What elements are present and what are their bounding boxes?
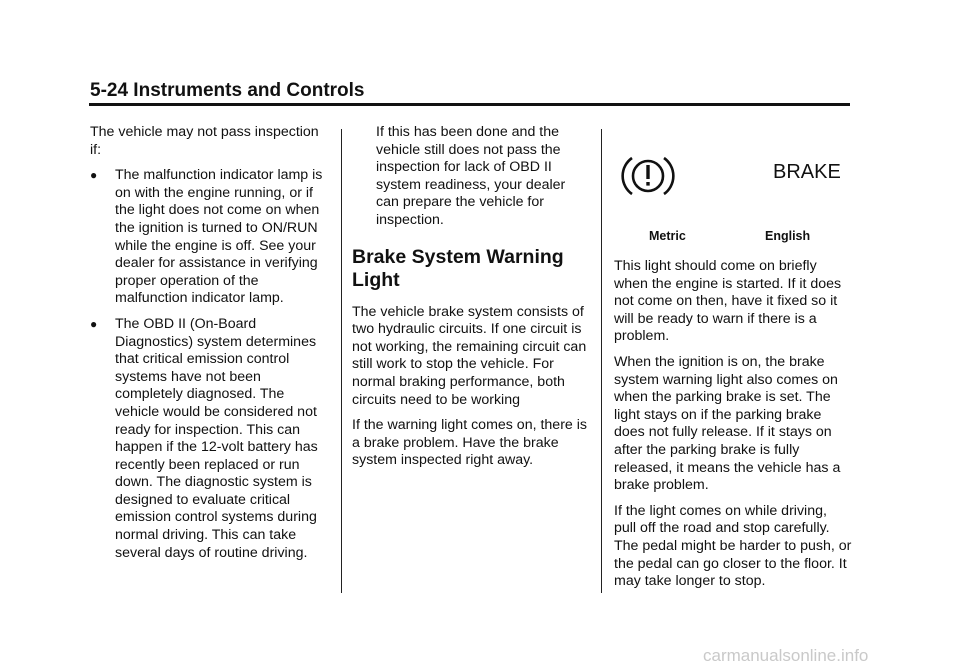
- caption-metric: Metric: [649, 229, 686, 243]
- column-divider-2: [601, 129, 602, 593]
- header-rule: [89, 103, 850, 106]
- bullet-icon: ●: [90, 316, 98, 331]
- brake-word-icon: BRAKE: [773, 161, 841, 183]
- body-paragraph: If the light comes on while driving, pull off the road and stop carefully. The pedal might be harder to push, or the pedal can go closer to the floor. It may take longer to stop.: [614, 502, 852, 590]
- warning-light-icons: [614, 124, 852, 243]
- inspection-bullet-list: [90, 167, 332, 562]
- body-paragraph: If the warning light comes on, there is a brake problem. Have the brake system inspected right away.: [352, 417, 588, 469]
- column-right: [614, 124, 852, 599]
- body-paragraph: When the ignition is on, the brake system warning light also comes on when the parking brake is set. The light stays on if the parking brake does not fully release. If it stays on after the parking brake is fully released, it means the vehicle has a brake problem.: [614, 353, 841, 494]
- bullet-text: The OBD II (On-Board Diagnostics) system determines that critical emission control systems have not been completely diagnosed. The vehicle would be considered not ready for inspection. This can happen if the 12-volt battery has recently been replaced or run down. The diagnostic system is designed to evaluate critical emission control systems during normal driving. This can take several days of routine driving.: [115, 315, 318, 561]
- body-paragraph: This light should come on briefly when the engine is started. If it does not come on then, have it fixed so it will be ready to warn if there is a problem.: [614, 258, 842, 345]
- column-right-body: [614, 258, 852, 591]
- bullet-item: [90, 167, 332, 308]
- brake-warning-symbol-icon: [620, 152, 676, 200]
- bullet-icon: ●: [90, 168, 98, 183]
- column-left: [90, 124, 332, 570]
- watermark: carmanualsonline.info: [703, 646, 869, 665]
- caption-english: English: [765, 229, 811, 243]
- bullet-text: The malfunction indicator lamp is on with the engine running, or if the light does not come on when the ignition is turned to ON/RUN while the engine is off. See your dealer for assistance in verifying proper operation of the malfunction indicator lamp.: [115, 167, 323, 307]
- column-middle: [352, 124, 587, 478]
- bullet-item: [90, 316, 332, 562]
- section-heading: Brake System Warning Light: [352, 245, 564, 291]
- page-title: 5-24 Instruments and Controls: [90, 80, 365, 101]
- column-divider-1: [341, 129, 342, 593]
- intro-paragraph: The vehicle may not pass inspection if:: [90, 124, 319, 158]
- continued-paragraph: If this has been done and the vehicle still does not pass the inspection for lack of OBD II system readiness, your dealer can prepare the vehicle for inspection.: [376, 124, 566, 228]
- body-paragraph: The vehicle brake system consists of two hydraulic circuits. If one circuit is not working, the remaining circuit can still work to stop the vehicle. For normal braking performance, both circuits need to be working: [352, 303, 587, 408]
